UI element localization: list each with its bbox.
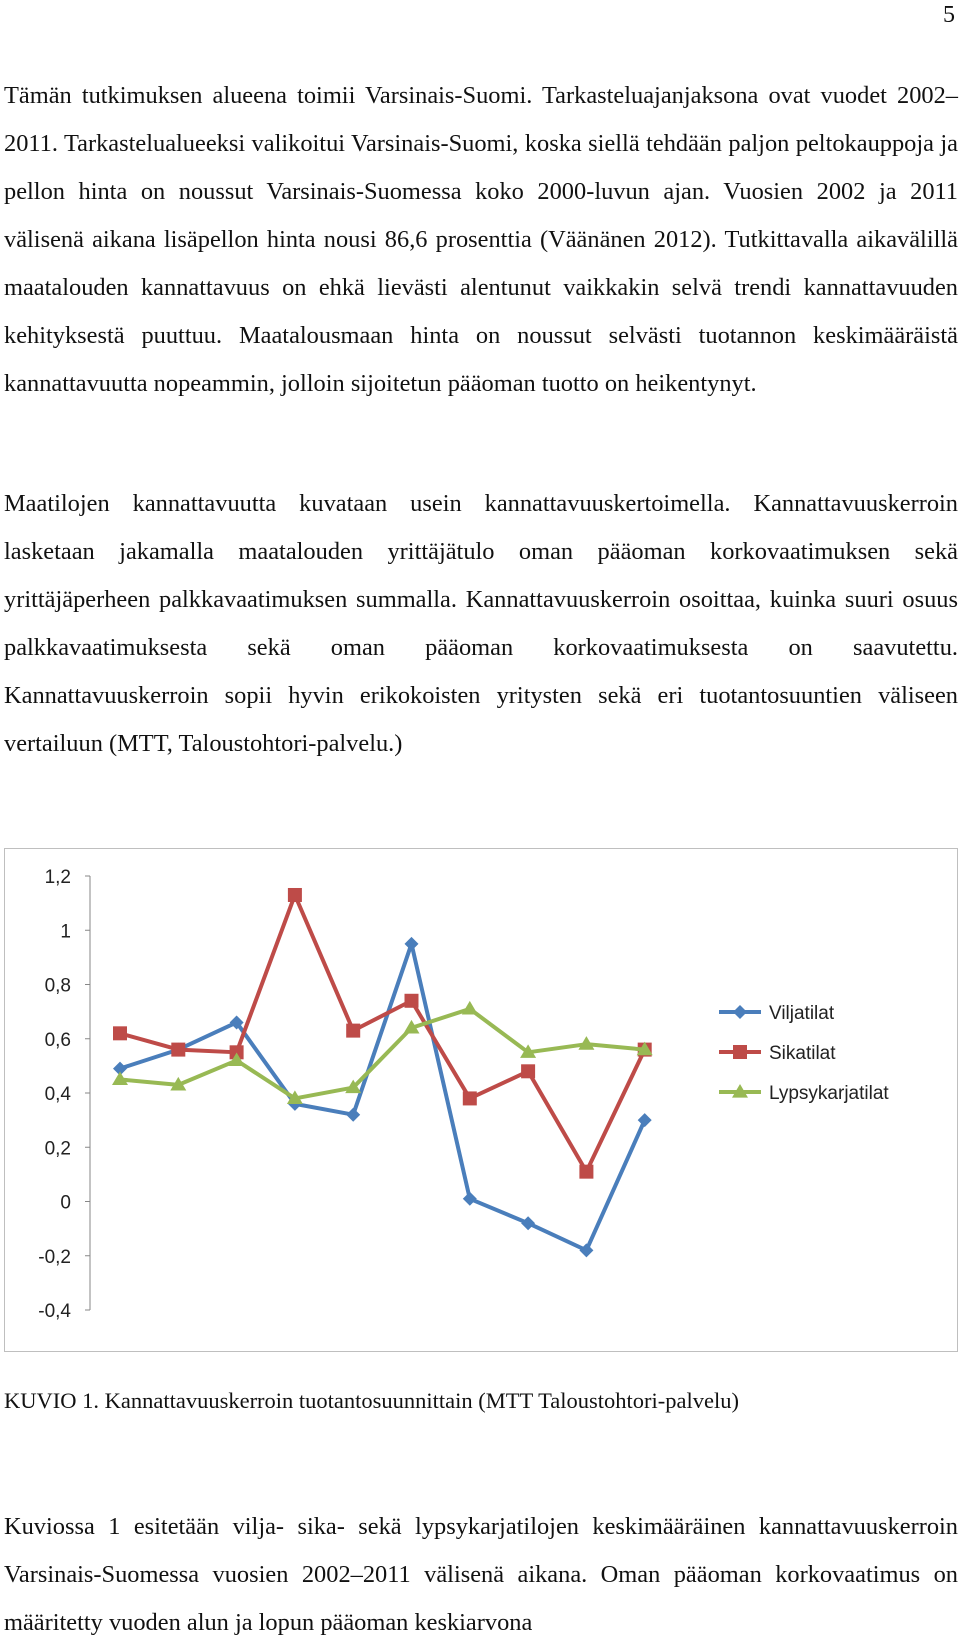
paragraph-figure-description: Kuviossa 1 esitetään vilja- sika- sekä lypsykarjatilojen keskimääräinen kannattavuuskerroin Varsinais-Suomessa vuosien 2002–2011 välisenä aikana. Oman pääoman korkovaatimus on määritetty vuoden alun ja lopun pääoman keskiarvona: [4, 1513, 958, 1636]
data-point-lypsykarjatilat: [462, 1001, 478, 1015]
series-line-viljatilat: [120, 944, 645, 1251]
data-point-sikatilat: [579, 1165, 593, 1179]
data-point-viljatilat: [463, 1192, 477, 1206]
data-point-viljatilat: [346, 1108, 360, 1122]
data-point-sikatilat: [171, 1043, 185, 1057]
y-tick-label: 0,6: [44, 1029, 71, 1051]
y-tick-label: 0,4: [44, 1084, 71, 1105]
legend-label-lypsykarjatilat: Lypsykarjatilat: [769, 1083, 889, 1104]
y-tick-label: 1: [60, 921, 71, 943]
data-point-sikatilat: [288, 888, 302, 902]
y-tick-label: -0,2: [38, 1246, 71, 1268]
paragraph-profitability-coefficient: Maatilojen kannattavuutta kuvataan usein kannattavuuskertoimella. Kannattavuuskerroin lasketaan jakamalla maatalouden yrittäjätulo oman pääoman korkovaatimuksen sekä yrittäjäperheen palkkavaatimuksen summalla. Kannattavuuskerroin osoittaa, kuinka suuri osuus palkkavaatimuksesta sekä oman pääoman korkovaatimuksesta on saavutettu. Kannattavuuskerroin sopii hyvin erikokoisten yritysten sekä eri tuotantosuuntien väliseen vertailuun (MTT, Taloustohtori-palvelu.): [4, 490, 958, 757]
data-point-sikatilat: [521, 1064, 535, 1078]
y-tick-label: 0: [60, 1192, 71, 1214]
data-point-viljatilat: [405, 937, 419, 951]
data-point-sikatilat: [463, 1091, 477, 1105]
data-point-sikatilat: [346, 1024, 360, 1038]
legend-marker-sikatilat: [733, 1045, 747, 1059]
legend-label-viljatilat: Viljatilat: [769, 1003, 835, 1024]
y-tick-label: -0,4: [38, 1301, 71, 1322]
y-tick-label: 1,2: [44, 867, 71, 888]
y-tick-label: 0,8: [44, 975, 71, 997]
data-point-viljatilat: [638, 1113, 652, 1127]
paragraph-intro: Tämän tutkimuksen alueena toimii Varsinais-Suomi. Tarkasteluajanjaksona ovat vuodet 2002–2011. Tarkastelualueeksi valikoitui Varsinais-Suomi, koska siellä tehdään paljon peltokauppoja ja pellon hinta on noussut Varsinais-Suomessa koko 2000-luvun ajan. Vuosien 2002 ja 2011 välisenä aikana lisäpellon hinta nousi 86,6 prosenttia (Väänänen 2012). Tutkittavalla aikavälillä maatalouden kannattavuus on ehkä lievästi alentunut vaikkakin selvä trendi kannattavuuden kehityksestä puuttuu. Maatalousmaan hinta on noussut selvästi tuotannon keskimääräistä kannattavuutta nopeammin, jolloin sijoitetun pääoman tuotto on heikentynyt.: [4, 82, 958, 397]
chart-svg: [5, 849, 957, 1351]
data-point-viljatilat: [521, 1216, 535, 1230]
y-tick-label: 0,2: [44, 1138, 71, 1160]
data-point-viljatilat: [579, 1243, 593, 1257]
legend-marker-viljatilat: [733, 1005, 747, 1019]
figure-caption: KUVIO 1. Kannattavuuskerroin tuotantosuunnittain (MTT Taloustohtori-palvelu): [4, 1388, 739, 1413]
series-line-lypsykarjatilat: [120, 1009, 645, 1099]
page-number: 5: [943, 2, 955, 28]
data-point-sikatilat: [113, 1026, 127, 1040]
profitability-chart: [4, 848, 958, 1352]
data-point-sikatilat: [405, 994, 419, 1008]
legend-label-sikatilat: Sikatilat: [769, 1043, 836, 1064]
